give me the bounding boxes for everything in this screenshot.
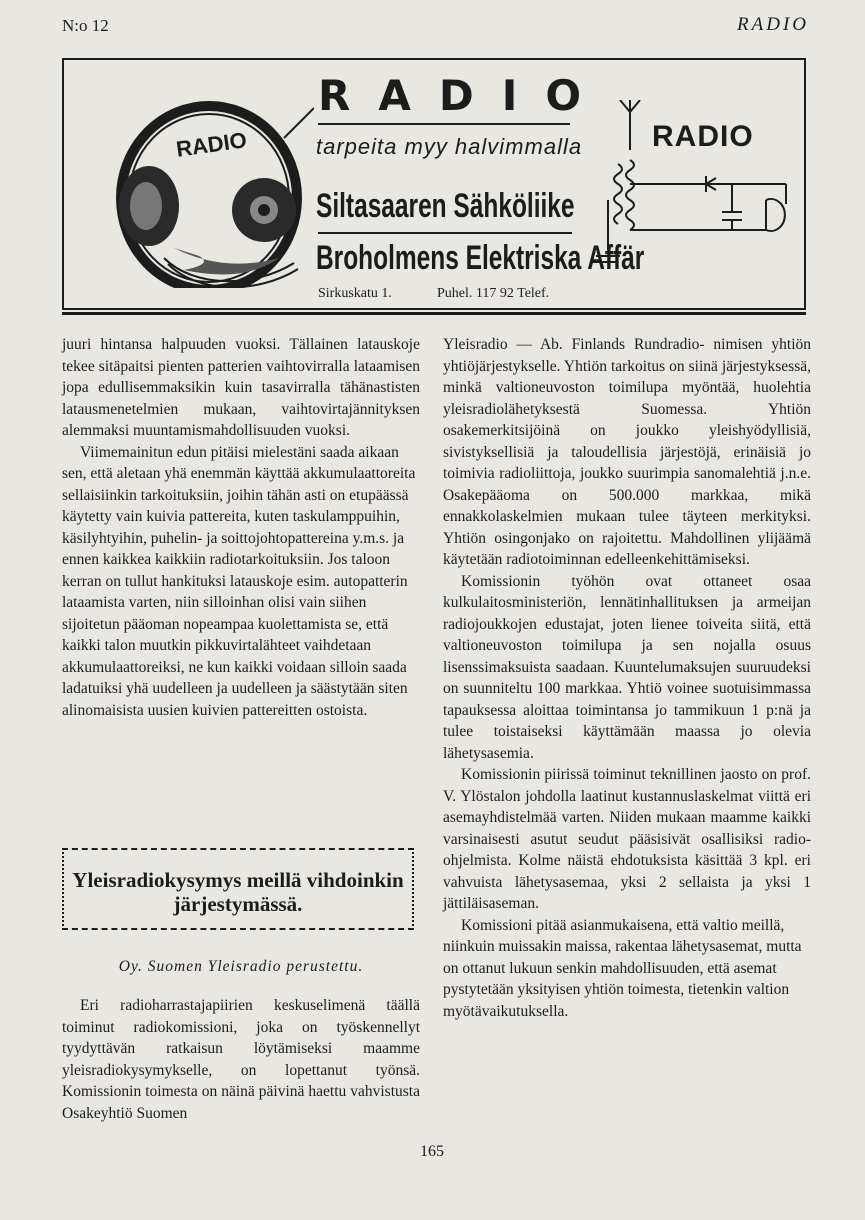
ad-title-rule <box>318 123 570 125</box>
right-paragraph-4: Komissioni pitää asianmukaisena, että valtio meillä, niinkuin muissakin maissa, rakentaa lähetysasemat, mutta on ottanut lukuun senkin mahdollisuuden, että asemat pystytetään yksityisen yhtiön toimesta, tietenkin valtion myötävaikutuksella. <box>443 916 802 1020</box>
headphone-badge: RADIO <box>174 127 249 162</box>
left-column-bottom <box>62 995 420 1124</box>
right-paragraph-3: Komissionin piirissä toiminut teknillinen jaosto on prof. V. Ylöstalon johdolla laatinut kustannuslaskelmat viittä eri asemayhdistelmää varten. Niiden mukaan maamme kaikki varsinaisesti asutut seudut pääsisivät osallisiksi radio-ohjelmista. Kolme näistä ehdotuksista käsittää 3 kpl. eri vahvuista lähetysasemaa, yksi 2 sellaista ja yksi 1 jättiläisaseman. <box>443 766 811 912</box>
ad-right-title: RADIO <box>652 120 754 153</box>
advertisement-rule <box>62 312 806 315</box>
page-number: 165 <box>420 1143 444 1160</box>
right-column <box>443 334 811 1022</box>
shop-address: Sirkuskatu 1. <box>318 286 392 301</box>
headphones-illustration <box>104 88 314 288</box>
issue-number: N:o 12 <box>62 16 109 35</box>
shop-phone: Puhel. 117 92 Telef. <box>437 286 550 301</box>
left-paragraph-1: juuri hintansa halpuuden vuoksi. Tällainen latauskoje tekee sitäpaitsi pienten patterien vaihtovirralla lataamisen jopa edullisemmaksikin kuin tasavirralla tähänastisten latausmenetelmien mukaan, vaihtovirtajännityksen alemmaksi muuntamismahdollisuuden vuoksi. <box>62 336 420 439</box>
article-paragraph-1: Eri radioharrastajapiirien keskuselimenä täällä toiminut radiokomissioni, joka on työskennellyt tyydyttävän ratkaisun löytämiseksi maamme yleisradiokysymykselle, on lopettanut työnsä. Komissionin toimesta on näinä päivinä haettu vahvistusta Osakeyhtiö Suomen <box>62 997 420 1122</box>
article-subheading: Oy. Suomen Yleisradio perustettu. <box>118 958 364 975</box>
ad-slogan: tarpeita myy halvimmalla <box>316 134 583 159</box>
shop-name-swedish: Broholmens Elektriska Affär <box>316 239 645 277</box>
circuit-diagram-icon <box>596 100 796 270</box>
right-paragraph-1: Yleisradio — Ab. Finlands Rundradio- nimisen yhtiön yhtiöjärjestykselle. Yhtiön tarkoitus on siinä järjestyksessä, minkä valtioneuvoston toimilupa myöntää, huolehtia yleisradiolähetyksestä Suomessa. Yhtiön osakemerkitsijöinä on joukko yleishyödyllisiä, sivistyksellisiä ja taloudellisia järjestöjä, erinäisiä jo toimivia radioliittoja, joukko suurimpia sanomalehtiä j.n.e. Osakepääoma on 500.000 markkaa, mikä ennakkolaskelmien mukaan tulee täyteen merkityksi. Yhtiön osingonjako on rajoitettu. Mahdollinen ylijäämä käytetään radiotoiminnan edelleenkehittämiseksi. <box>443 336 811 568</box>
ad-title: RADIO <box>318 71 610 120</box>
left-column <box>62 334 420 721</box>
right-paragraph-2: Komissionin työhön ovat ottaneet osaa kulkulaitosministeriön, lennätinhallituksen ja armeijan radiojoukkojen edustajat, joten lienee toiveita siitä, että valtioneuvoston toimilupa ja sen nojalla osuus lisenssimaksuista saadaan. Kuuntelumaksujen suuruudeksi on suunniteltu 100 markkaa. Yhtiö voinee suotuisimmassa tapauksessa aloittaa toimintansa jo tammikuun 1 p:nä ja tulee toistaiseksi käyttämään maassa jo olevia lähetysasemia. <box>443 572 811 762</box>
shop-name-finnish: Siltasaaren Sähköliike <box>316 187 575 225</box>
running-title: RADIO <box>737 14 809 35</box>
left-paragraph-2: Viimemainitun edun pitäisi mielestäni saada aikaan sen, että aletaan yhä enemmän käyttää akkumulaattoreita sellaisiinkin tarkoituksiin, joihin tähän asti on etupäässä käytetty vain kuivia pattereita, kuten taskulamppuihin, käsilyhtyihin, puhelin- ja soittojohtopattereina y.m.s. ja ennen kaikkea kaikkiin radiotarkoituksiin. Jos taloon kerran on tullut hankituksi latauskoje esim. autopatterin lataamista varten, niin silloinhan olisi vain siihen sijoitetun pääoman nopeampaa kuolettamista se, että kaikki talon muutkin pikkuvirtalähteet vaihdetaan akkumulaattoreiksi, ne kun kaikki voidaan silloin saada ladatuiksi yhä uudelleen ja uudelleen ja säästytään siten alinomaisista uusien kuivien pattereitten ostoista. <box>62 443 416 719</box>
article-heading: Yleisradiokysymys meillä vihdoinkin järjestymässä. <box>72 868 404 916</box>
article-heading-box <box>62 848 414 930</box>
shop-name-rule <box>318 232 572 234</box>
